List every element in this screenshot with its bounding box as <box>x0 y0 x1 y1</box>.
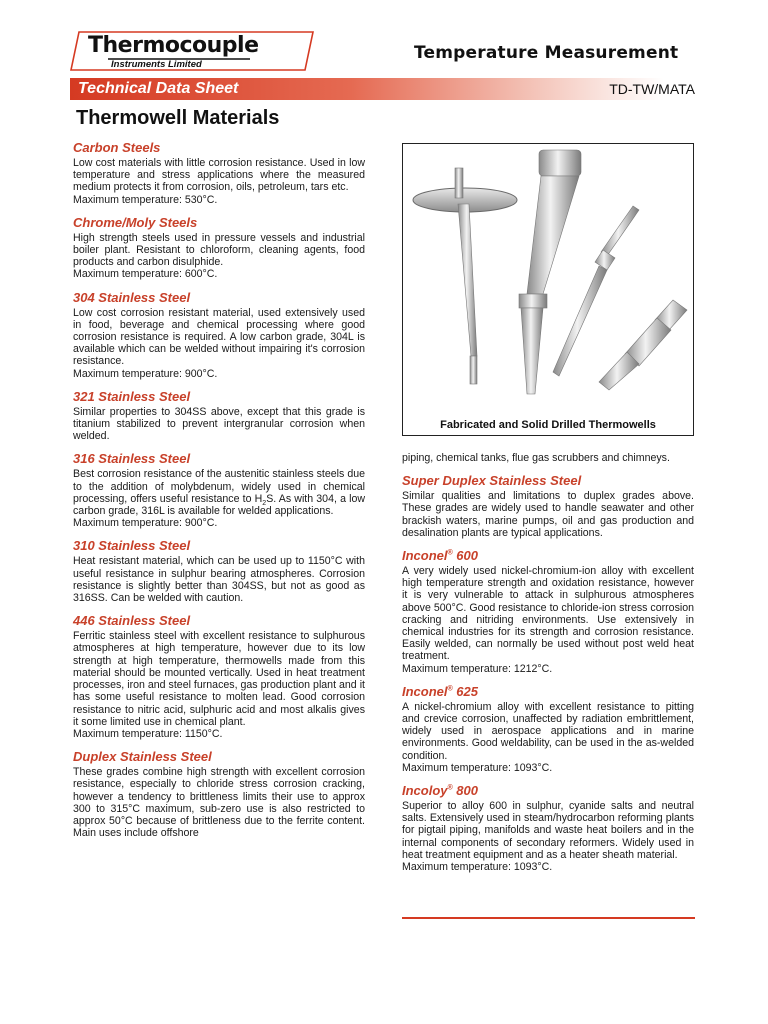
registered-mark: ® <box>447 685 453 693</box>
left-column <box>73 140 365 848</box>
banner-title: Technical Data Sheet <box>78 80 239 97</box>
alloy-name: Inconel <box>402 548 448 564</box>
section-body: Low cost corrosion resistant material, used extensively used in food, beverage and chemical processing where good corrosion resistance is required. A low carbon grade, 304L is available which can be welded without impairing it's corrosion resistance. <box>73 306 365 368</box>
section-body: Heat resistant material, which can be used up to 1150°C with useful resistance in sulphur bearing atmospheres. Corrosion resistance is slightly better than 304SS, but not as good as 316SS. Can be welded with caution. <box>73 555 365 605</box>
tagline: Temperature Measurement <box>414 43 679 63</box>
section-heading: Carbon Steels <box>73 140 161 155</box>
section-body: Low cost materials with little corrosion resistance. Used in low temperature and stress applications where the measured medium protects it from corrosion, oils, petroleum, tars etc. <box>73 157 365 194</box>
section-carbon-steels <box>73 140 365 206</box>
section-heading: 446 Stainless Steel <box>73 613 191 629</box>
section-super-duplex <box>402 473 694 539</box>
section-body <box>73 468 365 517</box>
brand-name: Thermocouple <box>88 33 259 58</box>
brand-subname: Instruments Limited <box>111 59 202 70</box>
section-inconel-625 <box>402 684 694 774</box>
section-heading: 316 Stainless Steel <box>73 451 191 467</box>
body-text: S. As with 304, a low carbon grade, 316L is available for welded applications. <box>73 492 366 518</box>
section-body: A nickel-chromium alloy with excellent resistance to pitting and crevice corrosion, unaffected by radiation embrittlement, widely used in aerospace applications and in marine environments. Good weldability, can be used in the as-welded condition. <box>402 700 694 762</box>
section-304-stainless <box>73 290 365 380</box>
section-321-stainless <box>73 389 365 443</box>
footer-rule <box>402 917 695 919</box>
alloy-name: Inconel <box>402 683 448 699</box>
max-temperature: Maximum temperature: 900°C. <box>73 517 218 530</box>
subscript: 2 <box>262 499 267 507</box>
duplex-continued: piping, chemical tanks, flue gas scrubbers and chimneys. <box>402 452 670 464</box>
slim-thermowell <box>553 206 639 376</box>
section-446-stainless <box>73 613 365 740</box>
section-inconel-600 <box>402 548 694 675</box>
section-heading <box>402 684 694 700</box>
page-title: Thermowell Materials <box>76 107 280 129</box>
section-body: High strength steels used in pressure vessels and industrial boiler plant. Resistant to chloroform, cleaning agents, food products and carbon disulphide. <box>73 231 365 269</box>
max-temperature: Maximum temperature: 900°C. <box>73 367 218 380</box>
section-body: A very widely used nickel-chromium-ion alloy with excellent high temperature strength and oxidation resistance, however it is very vulnerable to attack in sulphurous atmospheres above 500°C. Good resistance to chloride-ion stress corrosion cracking and nitriding environments. Use extensively in chemical industries for its strength and corrosion resistance. Easily welded, can normally be used without post weld heat treatment. <box>402 565 694 663</box>
tapered-thermowell <box>519 150 581 394</box>
max-temperature: Maximum temperature: 1150°C. <box>73 727 223 740</box>
body-text: Best corrosion resistance of the austenitic stainless steels due to the addition of molybdenum, widely used in chemical processing, offers useful resistance to H <box>73 468 365 505</box>
section-body: These grades combine high strength with excellent corrosion resistance, especially to chloride stress corrosion cracking, however a tendency to brittleness limits their use to approx 300 to 315°C maximum, sub-zero use is also restricted to approx 50°C because of brittleness due to the ferrite content. Main uses include offshore <box>73 766 365 840</box>
section-body: Similar properties to 304SS above, except that this grade is titanium stabilized to prevent intergranular corrosion when welded. <box>73 405 365 443</box>
max-temperature: Maximum temperature: 600°C. <box>73 268 218 281</box>
section-heading: Duplex Stainless Steel <box>73 749 212 765</box>
section-body: Superior to alloy 600 in sulphur, cyanide salts and neutral salts. Extensively used in steam/hydrocarbon reforming plants for pigtail piping, manifolds and waste heat boilers and in the internal components of secondary reformers. Widely used in heat treatment equipment and as a heater sheath material. <box>402 800 694 861</box>
section-316-stainless <box>73 451 365 529</box>
stepped-thermowell <box>599 300 687 390</box>
banner <box>70 78 695 100</box>
max-temperature: Maximum temperature: 1212°C. <box>402 662 553 675</box>
section-chrome-moly <box>73 215 365 281</box>
section-heading <box>402 783 694 799</box>
alloy-grade: 800 <box>452 783 478 799</box>
section-heading: 304 Stainless Steel <box>73 289 191 305</box>
thermowell-figure <box>402 143 694 436</box>
registered-mark: ® <box>447 549 453 557</box>
alloy-grade: 625 <box>452 683 478 699</box>
section-incoloy-800 <box>402 783 694 873</box>
section-heading: Super Duplex Stainless Steel <box>402 473 582 489</box>
section-body: Similar qualities and limitations to duplex grades above. These grades are widely used to handle seawater and other brackish waters, marine pumps, oil and gas production and desalination plants are typical applications. <box>402 490 694 539</box>
max-temperature: Maximum temperature: 1093°C. <box>402 761 553 774</box>
section-body: Ferritic stainless steel with excellent resistance to sulphurous atmospheres at high temperature, however due to its low strength at high temperature, thermowells made from this material should be mounted vertically. Used in heat treatment processes, iron and steel furnaces, gas production plant and it has some useful resistance to molten lead. Good corrosion resistance to nitric acid, sulphuric acid and most alkalis gives it some limited use in chemical plant. <box>73 630 365 728</box>
registered-mark: ® <box>447 784 453 792</box>
max-temperature: Maximum temperature: 530°C. <box>73 193 218 206</box>
section-heading: 310 Stainless Steel <box>73 538 191 554</box>
right-column <box>402 452 694 882</box>
alloy-name: Incoloy <box>402 783 448 799</box>
section-duplex-stainless <box>73 749 365 839</box>
flanged-thermowell <box>413 168 517 384</box>
section-heading: 321 Stainless Steel <box>73 388 191 404</box>
alloy-grade: 600 <box>452 548 478 564</box>
section-310-stainless <box>73 538 365 604</box>
max-temperature: Maximum temperature: 1093°C. <box>402 861 553 874</box>
thermowells-photo <box>403 144 693 409</box>
section-heading: Chrome/Moly Steels <box>73 214 198 230</box>
figure-caption: Fabricated and Solid Drilled Thermowells <box>440 419 656 431</box>
section-heading <box>402 548 694 564</box>
document-code: TD-TW/MATA <box>609 81 695 97</box>
